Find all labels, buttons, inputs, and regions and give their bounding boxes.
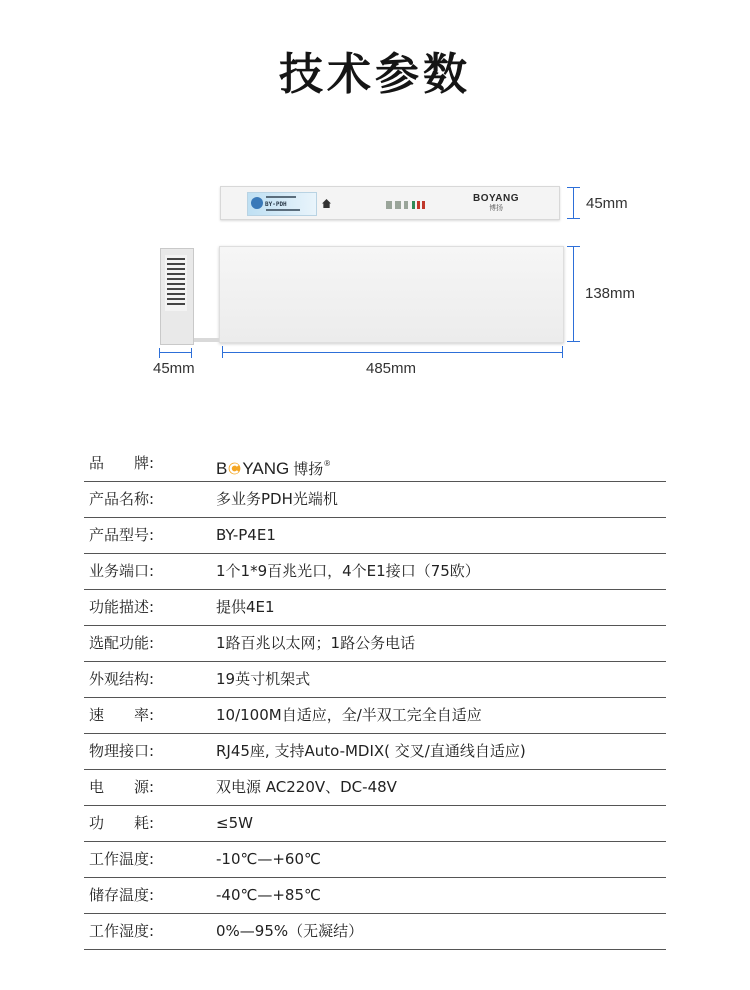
- led-indicator: [417, 201, 420, 209]
- height-dimension-label: 45mm: [586, 195, 628, 212]
- spec-row: [84, 806, 666, 842]
- spec-value: 多业务PDH光端机: [216, 490, 338, 508]
- device-top-view: [219, 246, 564, 343]
- spec-value: 双电源 AC220V、DC-48V: [216, 778, 397, 796]
- page-title: 技术参数: [279, 49, 471, 100]
- spec-row: [84, 698, 666, 734]
- panel-brand-cn: 博扬: [489, 204, 503, 212]
- brand-logo: [216, 454, 331, 478]
- depth-dimension-label: 138mm: [585, 285, 636, 302]
- power-icon: [322, 199, 331, 208]
- spec-row: [84, 770, 666, 806]
- spec-label: 外观结构:: [89, 670, 155, 688]
- vent-slot: [167, 298, 185, 300]
- width-dimension-label: 485mm: [366, 360, 417, 377]
- spec-label: 业务端口:: [89, 562, 155, 580]
- width-dimension-line: [222, 352, 563, 353]
- vent-slot: [167, 273, 185, 275]
- spec-value: 1路百兆以太网；1路公务电话: [216, 634, 416, 652]
- spec-table: [84, 446, 666, 950]
- vent-slot: [167, 258, 185, 260]
- dimension-tick: [191, 348, 192, 358]
- spec-row: [84, 518, 666, 554]
- spec-label: 产品名称:: [89, 490, 155, 508]
- panel-label-sticker: [247, 192, 317, 216]
- spec-value: 0%—95%（无凝结）: [216, 922, 364, 940]
- spec-value: -10℃—+60℃: [216, 850, 321, 868]
- spec-value: 19英寸机架式: [216, 670, 311, 688]
- spec-label: 电 源:: [89, 778, 155, 796]
- vent-slot: [167, 293, 185, 295]
- spec-label: 物理接口:: [89, 742, 155, 760]
- spec-label: 速 率:: [89, 706, 155, 724]
- spec-label: 储存温度:: [89, 886, 155, 904]
- spec-row: [84, 482, 666, 518]
- vent-slot: [167, 268, 185, 270]
- dimension-tick: [159, 348, 160, 358]
- panel-label-model: BY-PDH: [265, 201, 287, 208]
- spec-value: ≤5W: [216, 814, 253, 832]
- device-side-view: [160, 248, 194, 345]
- spec-row-brand: [84, 446, 666, 482]
- mounting-bracket: [192, 338, 219, 342]
- led-indicator: [386, 201, 392, 209]
- height-dimension-line: [573, 187, 574, 219]
- spec-label: 功 耗:: [89, 814, 155, 832]
- spec-label: 产品型号:: [89, 526, 155, 544]
- spec-row: [84, 554, 666, 590]
- spec-label: 选配功能:: [89, 634, 155, 652]
- vent-slot: [167, 288, 185, 290]
- vent-slot: [167, 278, 185, 280]
- brand-logo-suffix: YANG: [242, 459, 290, 478]
- panel-brand-latin: BOYANG: [473, 193, 519, 204]
- label-line: [266, 209, 300, 211]
- side-width-dimension-line: [159, 352, 192, 353]
- spec-label: 品 牌:: [89, 454, 155, 472]
- spec-row: [84, 734, 666, 770]
- panel-brand: [466, 193, 526, 215]
- spec-value: 10/100M自适应，全/半双工完全自适应: [216, 706, 482, 724]
- dimension-tick: [567, 187, 580, 188]
- spec-row: [84, 590, 666, 626]
- side-vent: [165, 255, 187, 311]
- indicator-led-group: [386, 201, 426, 209]
- vent-slot: [167, 283, 185, 285]
- label-line: [266, 196, 296, 198]
- side-width-dimension-label: 45mm: [153, 360, 195, 377]
- spec-value: 提供4E1: [216, 598, 275, 616]
- led-indicator: [422, 201, 425, 209]
- device-front-panel: [220, 186, 560, 220]
- spec-row: [84, 878, 666, 914]
- spec-row: [84, 842, 666, 878]
- brand-o-icon: [228, 462, 241, 475]
- brand-logo-prefix: B: [216, 459, 228, 478]
- led-indicator: [404, 201, 408, 209]
- vent-slot: [167, 303, 185, 305]
- spec-row: [84, 914, 666, 950]
- dimension-tick: [567, 218, 580, 219]
- spec-label: 工作湿度:: [89, 922, 155, 940]
- spec-label: 工作温度:: [89, 850, 155, 868]
- dimension-tick: [567, 246, 580, 247]
- label-logo-icon: [251, 197, 263, 209]
- spec-value: 1个1*9百兆光口，4个E1接口（75欧）: [216, 562, 480, 580]
- brand-logo-cn: 博扬: [293, 460, 324, 478]
- led-indicator: [412, 201, 415, 209]
- spec-value: -40℃—+85℃: [216, 886, 321, 904]
- registered-mark: ®: [324, 459, 331, 468]
- dimension-tick: [567, 341, 580, 342]
- vent-slot: [167, 263, 185, 265]
- spec-row: [84, 662, 666, 698]
- spec-row: [84, 626, 666, 662]
- spec-label: 功能描述:: [89, 598, 155, 616]
- spec-value: RJ45座, 支持Auto-MDIX( 交叉/直通线自适应): [216, 742, 526, 760]
- spec-value: BY-P4E1: [216, 526, 276, 544]
- depth-dimension-line: [573, 246, 574, 342]
- led-indicator: [395, 201, 401, 209]
